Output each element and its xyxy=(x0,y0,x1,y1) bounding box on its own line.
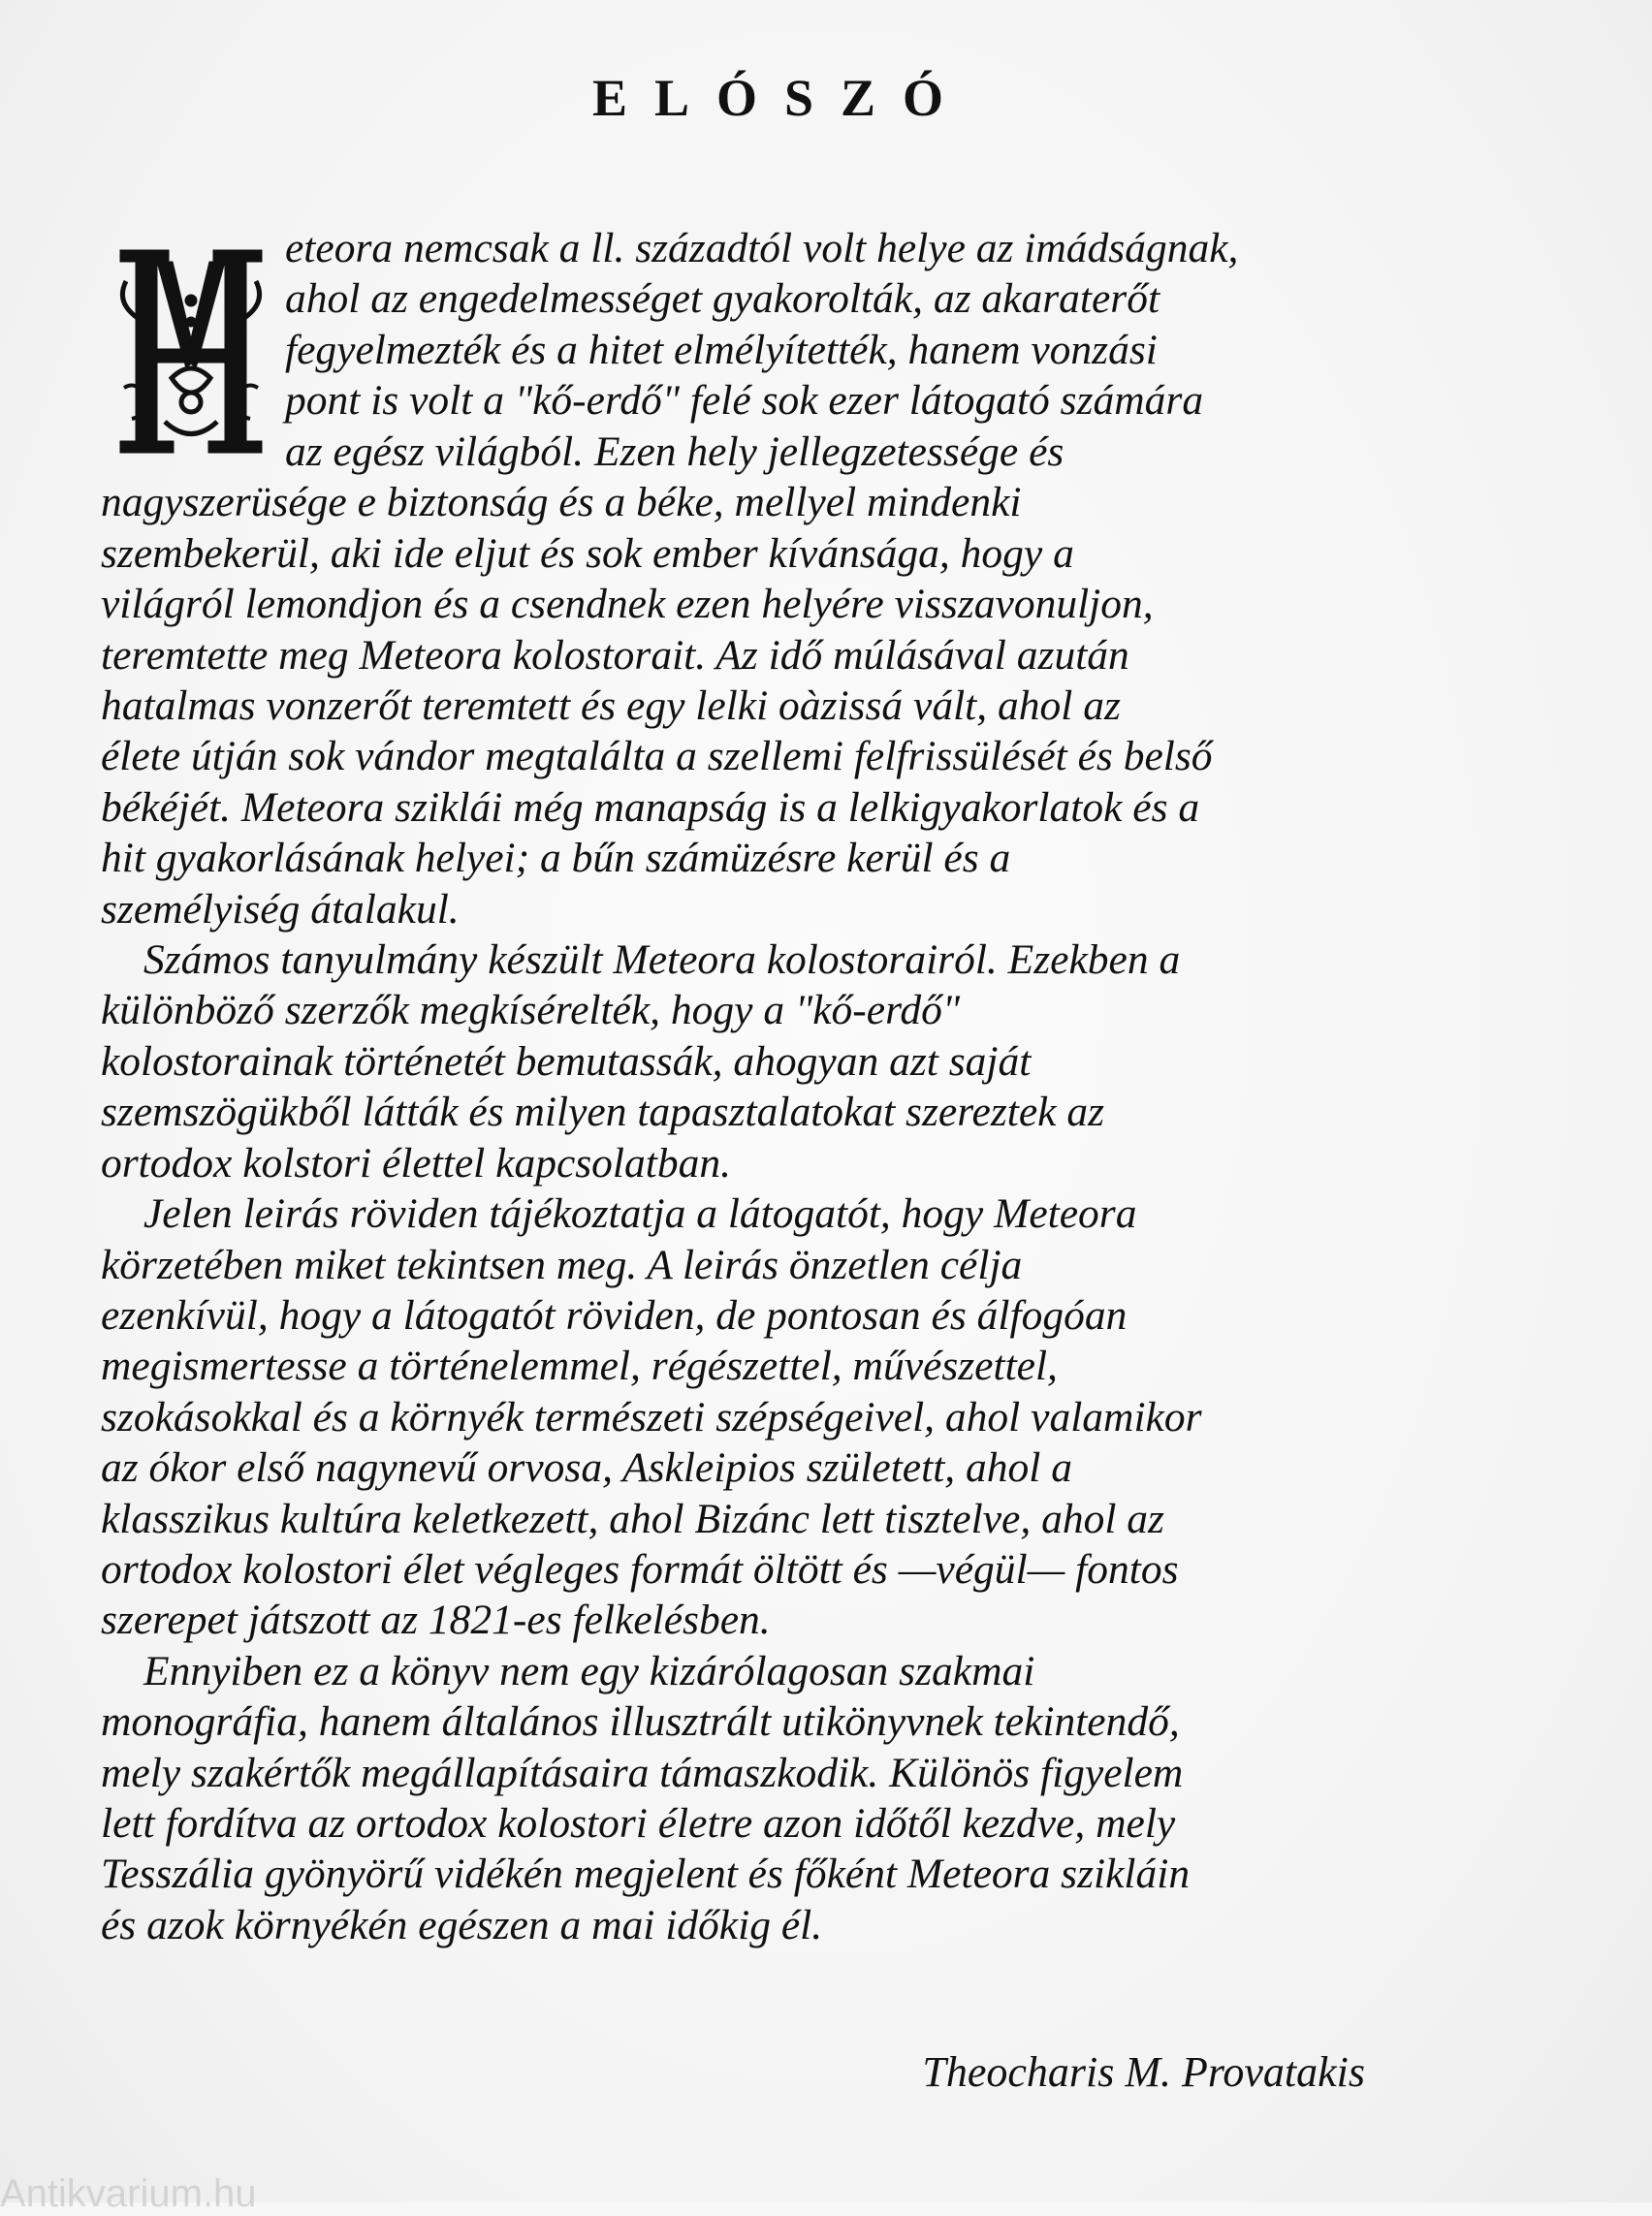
body-text xyxy=(101,427,1361,1950)
text-line: hatalmas vonzerőt teremtett és egy lelki oàzissá vált, ahol az xyxy=(101,682,1121,730)
text-line: ortodox kolstori élettel kapcsolatban. xyxy=(101,1139,731,1187)
text-line: hit gyakorlásának helyei; a bűn számüzésre kerül és a xyxy=(101,835,1011,882)
page-title: ELÓSZÓ xyxy=(591,69,971,127)
author-signature: Theocharis M. Provatakis xyxy=(922,2048,1365,2096)
text-line: Tesszália gyönyörű vidékén megjelent és főként Meteora szikláin xyxy=(101,1851,1191,1898)
text-line: körzetében miket tekintsen meg. A leirás önzetlen célja xyxy=(101,1241,1023,1288)
text-line: az ókor első nagynevű orvosa, Askleipios született, ahol a xyxy=(101,1444,1072,1492)
watermark: Antikvarium.hu xyxy=(0,2172,257,2215)
text-line: világról lemondjon és a csendnek ezen helyére visszavonuljon, xyxy=(101,581,1154,628)
text-line: élete útján sok vándor megtalálta a szellemi felfrissülését és belső xyxy=(101,733,1213,780)
text-line: klasszikus kultúra keletkezett, ahol Bizánc lett tisztelve, ahol az xyxy=(101,1495,1164,1542)
text-line: szokásokkal és a környék természeti szépségeivel, ahol valamikor xyxy=(101,1393,1202,1440)
text-line: ortodox kolostori élet végleges formát öltött és —végül— fontos xyxy=(101,1545,1179,1593)
text-line: különböző szerzők megkísérelték, hogy a "kő-erdő" xyxy=(101,987,961,1034)
text-line: békéjét. Meteora sziklái még manapság is a lelkigyakorlatok és a xyxy=(101,783,1200,831)
text-line: monográfia, hanem általános illusztrált utikönyvnek tekintendő, xyxy=(101,1698,1180,1746)
text-line: pont is volt a "kő-erdő" felé sok ezer látogató számára xyxy=(285,377,1204,425)
text-line: mely szakértők megállapításaira támaszkodik. Különös figyelem xyxy=(101,1749,1184,1796)
text-line: eteora nemcsak a ll. századtól volt helye az imádságnak, xyxy=(285,225,1239,271)
dropcap-wrapped-lines xyxy=(285,223,1400,427)
text-line: szembekerül, aki ide eljut és sok ember kívánsága, hogy a xyxy=(101,529,1074,577)
text-line: és azok környékén egészen a mai időkig él. xyxy=(101,1901,823,1948)
text-line: személyiség átalakul. xyxy=(101,885,460,933)
text-line: ahol az engedelmességet gyakorolták, az akaraterőt xyxy=(285,275,1160,323)
text-line: fegyelmezték és a hitet elmélyítették, hanem vonzási xyxy=(285,326,1158,373)
text-line: kolostorainak történetét bemutassák, ahogyan azt saját xyxy=(101,1037,1032,1085)
text-line: ezenkívül, hogy a látogatót röviden, de pontosan és álfogóan xyxy=(101,1291,1128,1339)
text-line: nagyszerüsége e biztonság és a béke, mellyel mindenki xyxy=(101,479,1022,526)
text-line: az egész világból. Ezen hely jellegzetessége és xyxy=(285,428,1064,475)
text-line: teremtette meg Meteora kolostorait. Az idő múlásával azután xyxy=(101,631,1129,679)
text-line: Számos tanyulmány készült Meteora kolostorairól. Ezekben a xyxy=(143,936,1181,984)
text-line: Jelen leirás röviden tájékoztatja a látogatót, hogy Meteora xyxy=(143,1190,1137,1238)
text-line: szemszögükből látták és milyen tapasztalatokat szereztek az xyxy=(101,1089,1105,1136)
text-line: szerepet játszott az 1821-es felkelésben. xyxy=(101,1597,771,1644)
text-line: Ennyiben ez a könyv nem egy kizárólagosan szakmai xyxy=(143,1647,1035,1694)
text-line: lett fordítva az ortodox kolostori életre azon időtől kezdve, mely xyxy=(101,1799,1176,1847)
text-line: megismertesse a történelemmel, régészettel, művészettel, xyxy=(101,1343,1058,1390)
